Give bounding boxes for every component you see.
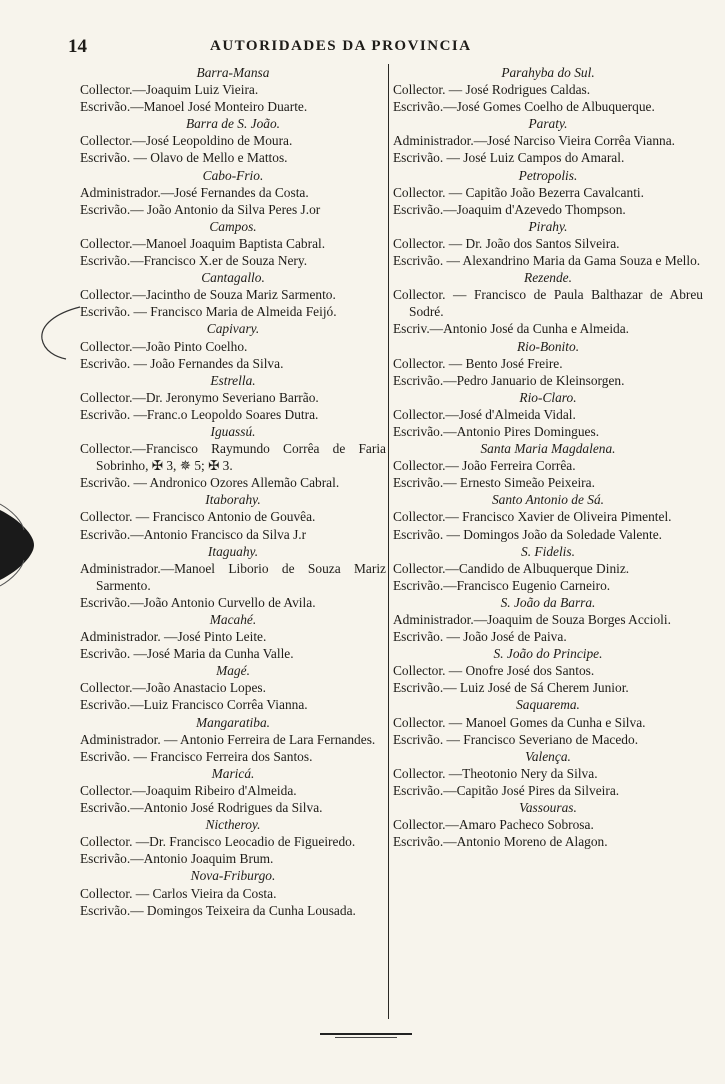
- official-entry: Escrivão.—Manoel José Monteiro Duarte.: [80, 99, 308, 115]
- town-heading: Barra de S. João.: [185, 116, 281, 132]
- official-entry: Escrivão. — Francisco Ferreira dos Santos.: [80, 748, 313, 764]
- official-entry: Escrivão.—Luiz Francisco Corrêa Vianna.: [80, 697, 308, 713]
- town-heading: Paraty.: [528, 116, 568, 132]
- official-entry: Collector. — Capitão João Bezerra Cavalcanti.: [393, 184, 644, 200]
- town-heading: Cantagallo.: [201, 270, 265, 286]
- official-entry: Collector. — Manoel Gomes da Cunha e Silva.: [393, 714, 646, 730]
- official-entry: Collector.—Joaquim Ribeiro d'Almeida.: [80, 782, 297, 798]
- town-heading: Nova-Friburgo.: [190, 868, 276, 884]
- official-entry: Escrivão. — Alexandrino Maria da Gama Souza e Mello.: [393, 253, 701, 269]
- footer-rule: [320, 1033, 412, 1035]
- town-heading: Estrella.: [210, 372, 256, 388]
- official-entry: Escrivão.— Domingos Teixeira da Cunha Lousada.: [80, 902, 356, 918]
- official-entry: Collector.—Jacintho de Souza Mariz Sarmento.: [80, 287, 336, 303]
- official-entry: Escrivão. — Francisco Maria de Almeida Feijó.: [80, 304, 337, 320]
- official-entry: Escrivão.—Francisco X.er de Souza Nery.: [80, 253, 308, 269]
- town-heading: S. João da Barra.: [500, 594, 596, 610]
- official-entry: Collector. — Onofre José dos Santos.: [393, 663, 595, 679]
- official-entry: Collector.— Francisco Xavier de Oliveira Pimentel.: [393, 509, 672, 525]
- official-entry: Collector. —Dr. Francisco Leocadio de Figueiredo.: [80, 834, 356, 850]
- left-column: [80, 64, 386, 919]
- official-entry: Escrivão.—José Gomes Coelho de Albuquerque.: [393, 99, 655, 115]
- official-entry: Escrivão.—Antonio José Rodrigues da Silva.: [80, 800, 323, 816]
- official-entry: Escrivão. —Franc.o Leopoldo Soares Dutra.: [80, 406, 319, 422]
- official-entry: Collector.—Joaquim Luiz Vieira.: [80, 82, 259, 98]
- official-entry: Collector.—Dr. Jeronymo Severiano Barrão.: [80, 389, 319, 405]
- official-entry: Escrivão.— Ernesto Simeão Peixeira.: [393, 475, 595, 491]
- town-heading: Rio-Bonito.: [516, 338, 580, 354]
- official-entry: Collector.—João Pinto Coelho.: [80, 338, 248, 354]
- official-entry: Administrador. —José Pinto Leite.: [80, 629, 267, 645]
- official-entry: Escrivão. — Francisco Severiano de Macedo.: [393, 731, 639, 747]
- official-entry: Administrador.—Joaquim de Souza Borges Accioli.: [393, 612, 671, 627]
- footer-rule-short: [335, 1037, 397, 1038]
- town-heading: Valença.: [525, 748, 571, 764]
- official-entry: Escrivão. —José Maria da Cunha Valle.: [80, 646, 294, 662]
- official-entry: Collector.—Candido de Albuquerque Diniz.: [393, 560, 630, 576]
- official-entry: Collector. — José Rodrigues Caldas.: [393, 82, 591, 98]
- official-entry: Collector. — Carlos Vieira da Costa.: [80, 885, 277, 901]
- town-heading: Santa Maria Magdalena.: [480, 441, 616, 457]
- town-heading: Mangaratiba.: [195, 714, 271, 730]
- official-entry: Collector. — Dr. João dos Santos Silveira.: [393, 235, 620, 251]
- official-entry: Administrador.—Manoel Liborio de Souza Mariz Sarmento.: [80, 560, 386, 593]
- town-heading: Cabo-Frio.: [202, 167, 264, 183]
- running-header: AUTORIDADES DA PROVINCIA: [210, 38, 472, 54]
- town-heading: Nictheroy.: [205, 817, 261, 833]
- town-heading: Petropolis.: [518, 167, 578, 183]
- official-entry: Escrivão.—Francisco Eugenio Carneiro.: [393, 577, 611, 593]
- official-entry: Escrivão.—Antonio Francisco da Silva J.r: [80, 526, 307, 542]
- town-heading: Parahyba do Sul.: [501, 65, 595, 80]
- handwritten-bracket-mark: [36, 305, 86, 365]
- official-entry: Collector. — Francisco de Paula Balthazar de Abreu Sodré.: [393, 287, 703, 320]
- official-entry: Collector.—Francisco Raymundo Corrêa de Faria Sobrinho, ✠ 3, ✵ 5; ✠ 3.: [80, 441, 386, 474]
- town-heading: Campos.: [209, 218, 257, 234]
- official-entry: Collector.—Amaro Pacheco Sobrosa.: [393, 817, 594, 833]
- town-heading: Pirahy.: [528, 218, 568, 234]
- official-entry: Escrivão. — Andronico Ozores Allemão Cabral.: [80, 475, 340, 491]
- town-heading: S. João do Principe.: [493, 646, 603, 662]
- town-heading: Maricá.: [211, 765, 255, 781]
- town-heading: Rio-Claro.: [519, 389, 577, 405]
- binding-hole-mark: [0, 500, 34, 590]
- official-entry: Collector. — Francisco Antonio de Gouvêa.: [80, 509, 316, 525]
- official-entry: Collector.—José d'Almeida Vidal.: [393, 406, 576, 422]
- official-entry: Escrivão.—Joaquim d'Azevedo Thompson.: [393, 201, 626, 217]
- official-entry: Escrivão.—João Antonio Curvello de Avila.: [80, 594, 316, 610]
- official-entry: Collector. — Bento José Freire.: [393, 355, 563, 371]
- town-heading: Saquarema.: [516, 697, 580, 713]
- official-entry: Escrivão.—Antonio Pires Domingues.: [393, 423, 600, 439]
- official-entry: Escrivão.—Antonio Moreno de Alagon.: [393, 834, 608, 850]
- page-number: 14: [68, 36, 87, 57]
- official-entry: Collector.—Manoel Joaquim Baptista Cabral.: [80, 235, 326, 251]
- column-divider: [388, 64, 389, 1019]
- official-entry: Escrivão.— Luiz José de Sá Cherem Junior.: [393, 680, 629, 696]
- town-heading: Rezende.: [524, 270, 572, 286]
- official-entry: Collector.—José Leopoldino de Moura.: [80, 133, 293, 149]
- official-entry: Collector. —Theotonio Nery da Silva.: [393, 765, 598, 781]
- right-column: [393, 64, 703, 850]
- official-entry: Escrivão. — José Luiz Campos do Amaral.: [393, 150, 625, 166]
- official-entry: Escrivão.—Pedro Januario de Kleinsorgen.: [393, 372, 625, 388]
- town-heading: Itaborahy.: [205, 492, 261, 508]
- town-heading: Magé.: [216, 663, 250, 679]
- official-entry: Escrivão.— João Antonio da Silva Peres J.or: [80, 201, 321, 217]
- town-heading: Barra-Mansa: [196, 65, 270, 80]
- town-heading: S. Fidelis.: [521, 543, 575, 559]
- official-entry: Escriv.—Antonio José da Cunha e Almeida.: [393, 321, 630, 337]
- official-entry: Collector.—João Anastacio Lopes.: [80, 680, 266, 696]
- town-heading: Santo Antonio de Sá.: [491, 492, 605, 508]
- town-heading: Macahé.: [209, 612, 257, 627]
- official-entry: Escrivão. — Domingos João da Soledade Valente.: [393, 526, 662, 542]
- official-entry: Escrivão. — Olavo de Mello e Mattos.: [80, 150, 288, 166]
- official-entry: Collector.— João Ferreira Corrêa.: [393, 458, 576, 474]
- town-heading: Iguassú.: [210, 423, 256, 439]
- official-entry: Administrador. — Antonio Ferreira de Lara Fernandes.: [80, 731, 376, 747]
- town-heading: Vassouras.: [519, 800, 577, 816]
- official-entry: Escrivão. — João José de Paiva.: [393, 629, 567, 645]
- official-entry: Escrivão. — João Fernandes da Silva.: [80, 355, 284, 371]
- official-entry: Escrivão.—Capitão José Pires da Silveira.: [393, 782, 620, 798]
- official-entry: Administrador.—José Fernandes da Costa.: [80, 184, 309, 200]
- town-heading: Capivary.: [206, 321, 260, 337]
- official-entry: Escrivão.—Antonio Joaquim Brum.: [80, 851, 274, 867]
- official-entry: Administrador.—José Narciso Vieira Corrêa Vianna.: [393, 133, 676, 149]
- town-heading: Itaguahy.: [207, 543, 259, 559]
